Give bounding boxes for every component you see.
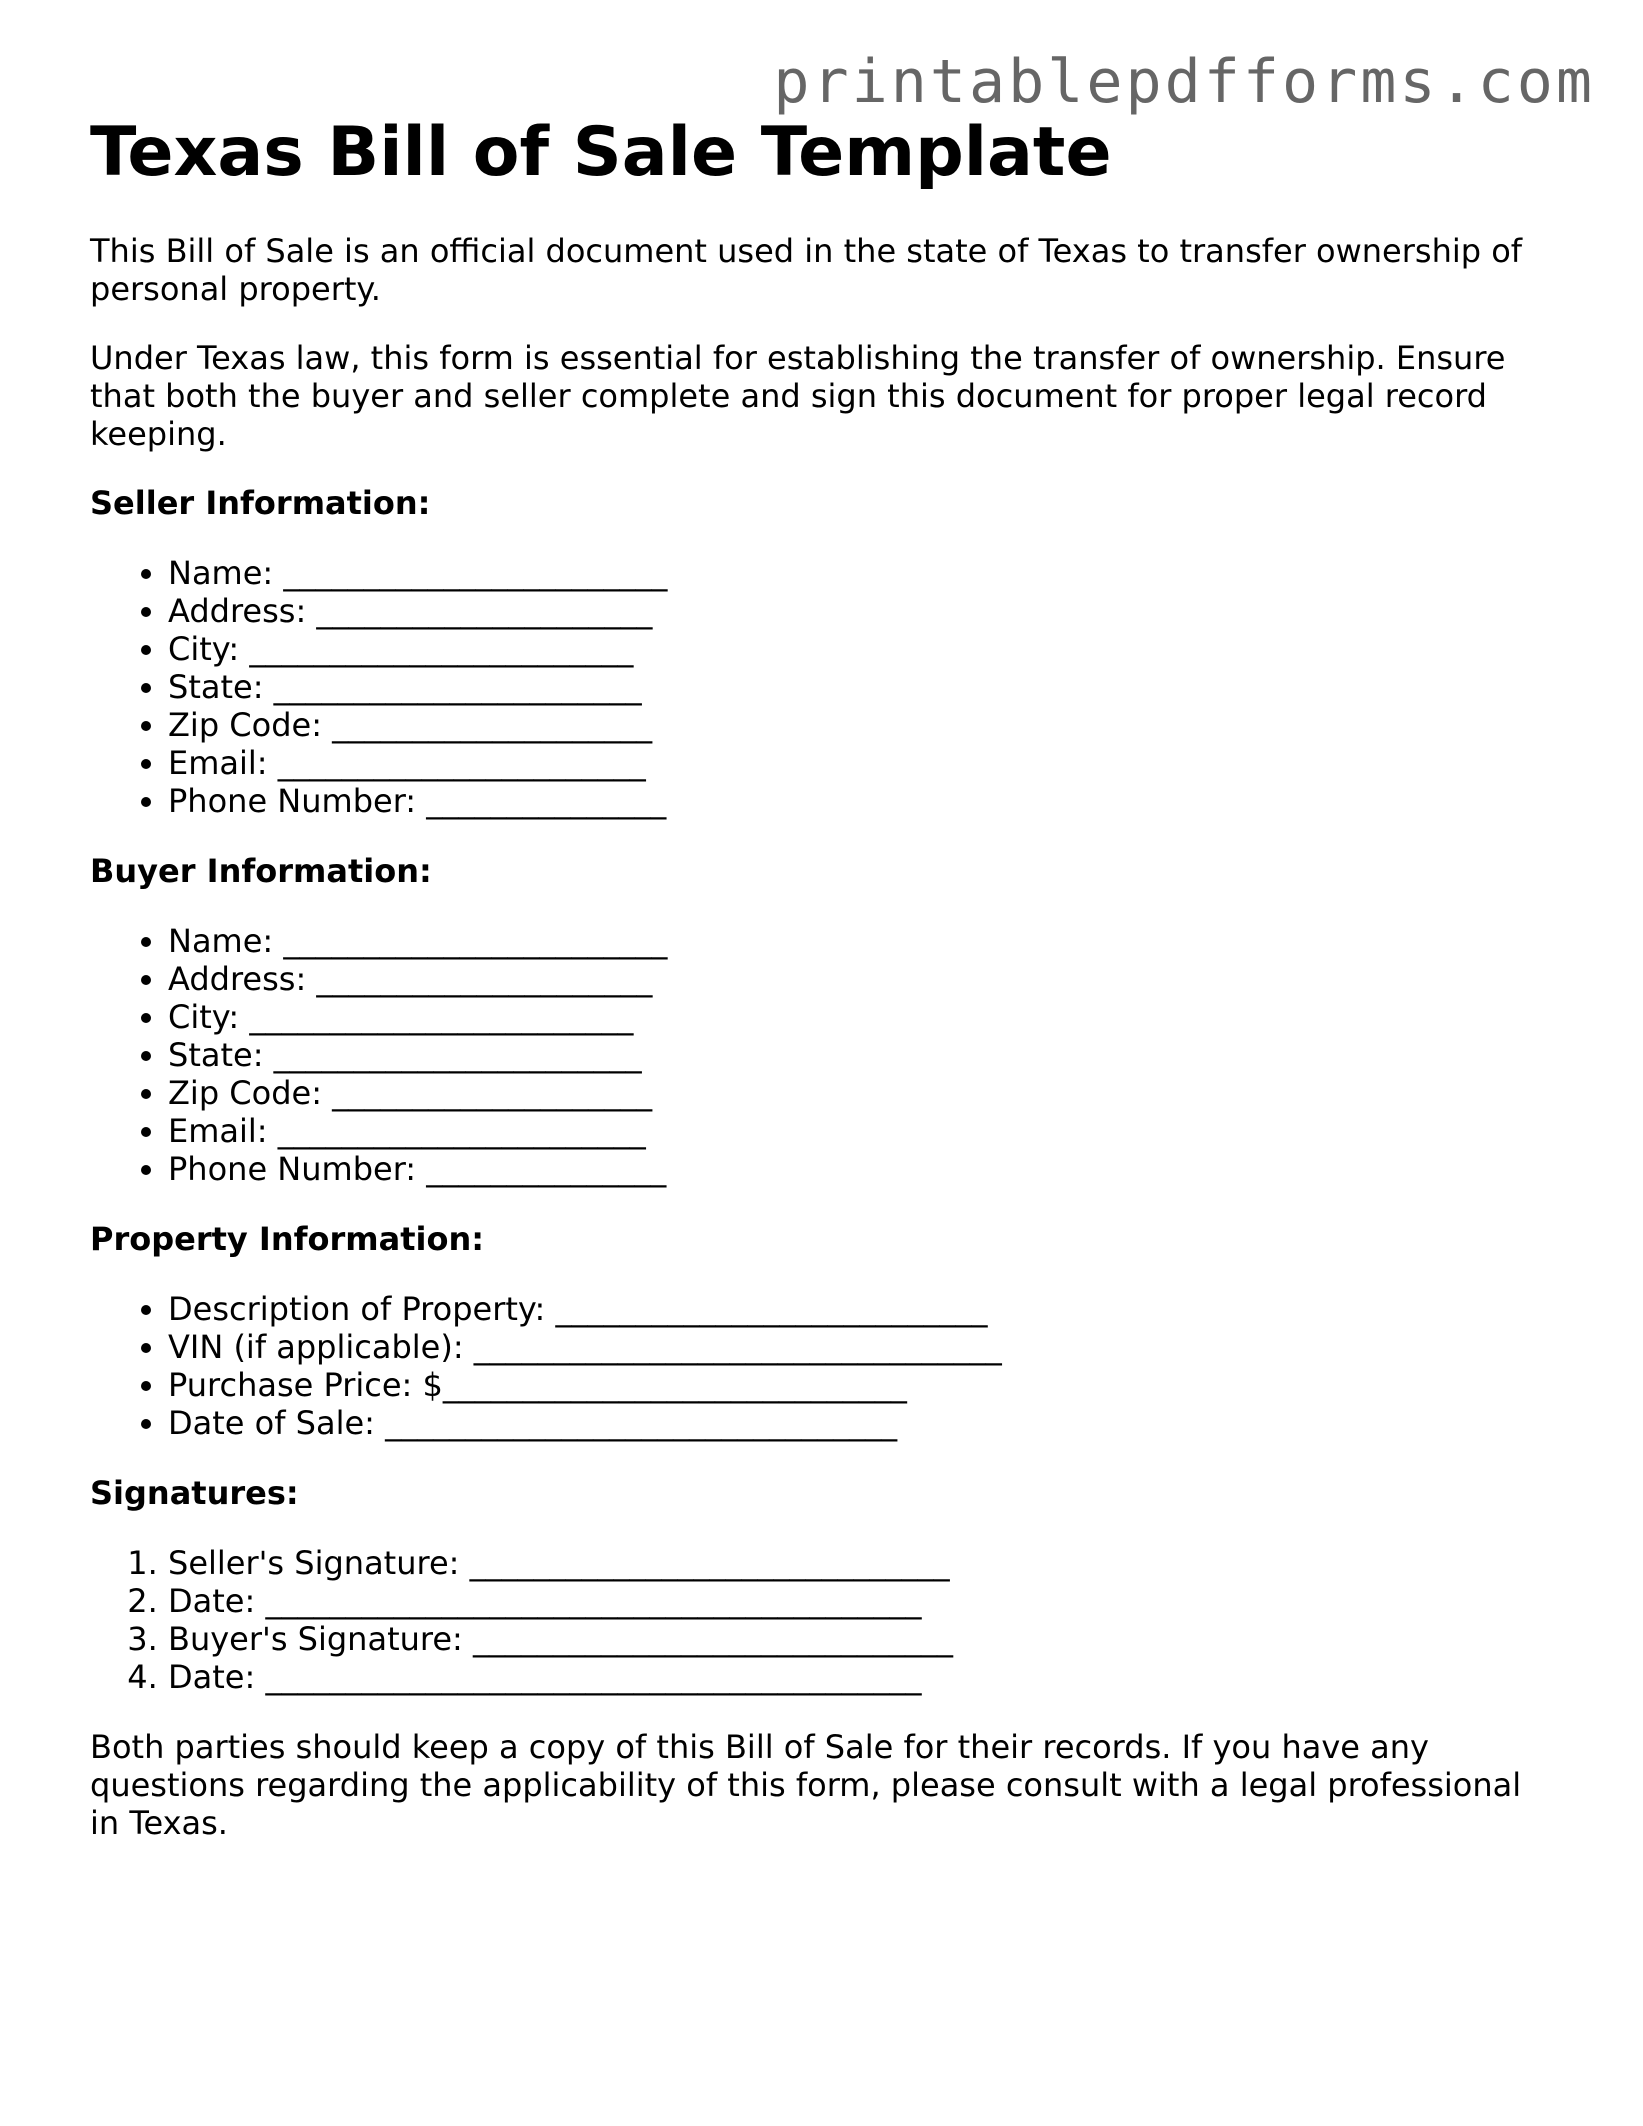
seller-state-field: • State: _______________________ xyxy=(168,668,1560,706)
seller-fields-list xyxy=(90,554,1560,820)
buyer-email-field: • Email: _______________________ xyxy=(168,1112,1560,1150)
intro-paragraph-1: This Bill of Sale is an official document used in the state of Texas to transfer ownership of personal property. xyxy=(90,232,1523,308)
document-title: Texas Bill of Sale Template xyxy=(90,113,1112,192)
seller-city-field: • City: ________________________ xyxy=(168,630,1560,668)
seller-signature-field: 1. Seller's Signature: ______________________________ xyxy=(168,1544,1560,1582)
buyer-city-field: • City: ________________________ xyxy=(168,998,1560,1036)
seller-zip-field: • Zip Code: ____________________ xyxy=(168,706,1560,744)
property-fields-list xyxy=(90,1290,1560,1442)
property-price-field: • Purchase Price: $_____________________________ xyxy=(168,1366,1560,1404)
buyer-fields-list xyxy=(90,922,1560,1188)
property-section-heading: Property Information: xyxy=(90,1220,485,1258)
buyer-signature-field: 3. Buyer's Signature: ______________________________ xyxy=(168,1620,1560,1658)
buyer-address-field: • Address: _____________________ xyxy=(168,960,1560,998)
buyer-name-field: • Name: ________________________ xyxy=(168,922,1560,960)
property-vin-field: • VIN (if applicable): _________________________________ xyxy=(168,1328,1560,1366)
buyer-zip-field: • Zip Code: ____________________ xyxy=(168,1074,1560,1112)
property-description-field: • Description of Property: ___________________________ xyxy=(168,1290,1560,1328)
seller-section-heading: Seller Information: xyxy=(90,484,431,522)
seller-phone-field: • Phone Number: _______________ xyxy=(168,782,1560,820)
signatures-section-heading: Signatures: xyxy=(90,1474,299,1512)
intro-paragraph-2: Under Texas law, this form is essential for establishing the transfer of ownership. Ensure that both the buyer and seller complete and sign this document for proper legal record keeping. xyxy=(90,339,1506,453)
seller-name-field: • Name: ________________________ xyxy=(168,554,1560,592)
buyer-section-heading: Buyer Information: xyxy=(90,852,432,890)
closing-paragraph: Both parties should keep a copy of this Bill of Sale for their records. If you have any questions regarding the applicability of this form, please consult with a legal professional in Texas. xyxy=(90,1728,1522,1842)
seller-signature-date-field: 2. Date: _________________________________________ xyxy=(168,1582,1560,1620)
buyer-signature-date-field: 4. Date: _________________________________________ xyxy=(168,1658,1560,1696)
signatures-list xyxy=(90,1544,1560,1696)
buyer-phone-field: • Phone Number: _______________ xyxy=(168,1150,1560,1188)
property-date-field: • Date of Sale: ________________________________ xyxy=(168,1404,1560,1442)
buyer-state-field: • State: _______________________ xyxy=(168,1036,1560,1074)
seller-email-field: • Email: _______________________ xyxy=(168,744,1560,782)
document-body xyxy=(90,112,1560,1842)
seller-address-field: • Address: _____________________ xyxy=(168,592,1560,630)
watermark: printablepdfforms.com xyxy=(773,47,1595,117)
